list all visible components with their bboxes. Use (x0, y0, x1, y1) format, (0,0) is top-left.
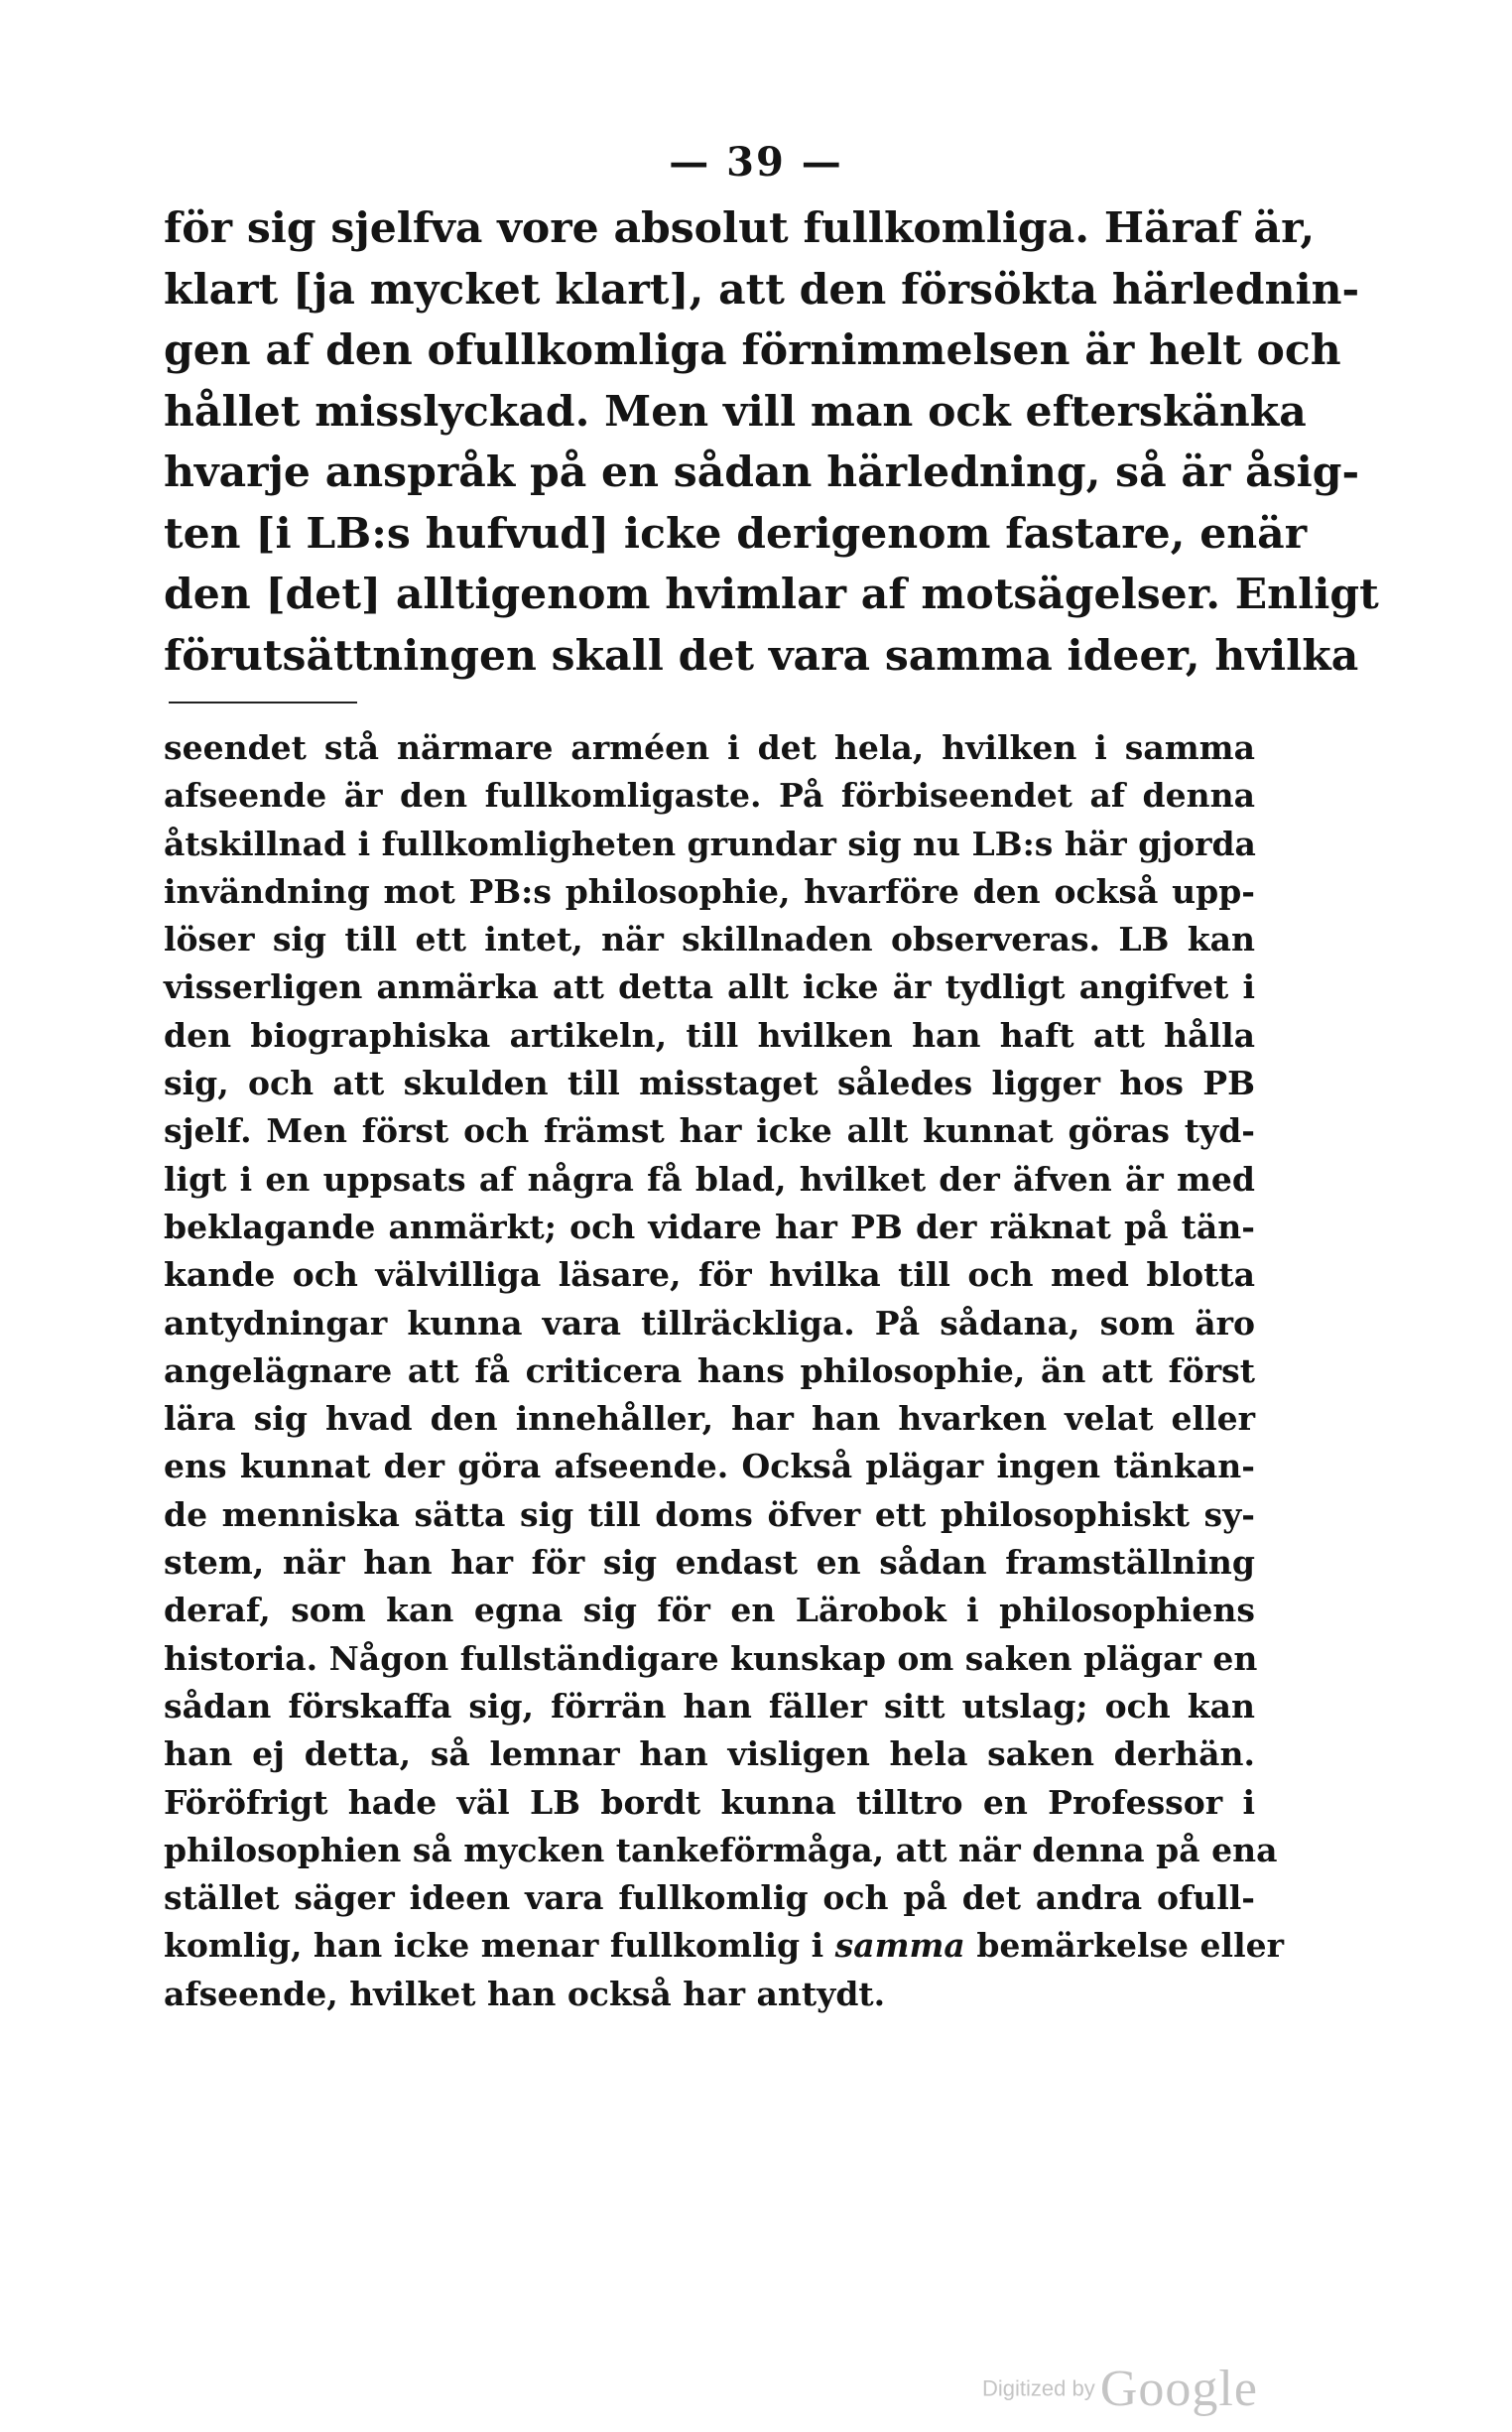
footnote-line: åtskillnad i fullkomligheten grundar sig nu LB:s här gjorda (164, 824, 1256, 863)
footnote-line: kande och välvilliga läsare, för hvilka till och med blotta (164, 1255, 1255, 1295)
footnote-line: deraf, som kan egna sig för en Lärobok i philosophiens (164, 1591, 1255, 1630)
footnote-line: angelägnare att få criticera hans philosophie, än att först (164, 1350, 1255, 1390)
footnote-text-segment: komlig, han icke menar fullkomlig i (164, 1926, 835, 1966)
footnote-final-line: afseende, hvilket han också har antydt. (164, 1974, 886, 2013)
main-text-line: hållet misslyckad. Men vill man ock efterskänka (164, 386, 1307, 437)
footnote-line: antydningar kunna vara tillräckliga. På sådana, som äro (164, 1303, 1255, 1343)
footnote-line: historia. Någon fullständigare kunskap om saken plägar en (164, 1638, 1258, 1678)
main-text-line: hvarje anspråk på en sådan härledning, så är åsig- (164, 448, 1360, 497)
google-logo-text: Google (1099, 2361, 1258, 2417)
footnote-line-with-italic (164, 1922, 1284, 1970)
footnote-line: sådan förskaffa sig, förrän han fäller sitt utslag; och kan (164, 1686, 1255, 1726)
main-text-line: ten [i LB:s hufvud] icke derigenom fastare, enär (164, 508, 1308, 559)
footnote-line: philosophien så mycken tankeförmåga, att när denna på ena (164, 1830, 1278, 1869)
page-number: — 39 — (669, 139, 843, 186)
main-text-line: förutsättningen skall det vara samma ideer, hvilka (164, 630, 1359, 681)
watermark-prefix: Digitized by (982, 2375, 1095, 2401)
main-text-line: den [det] alltigenom hvimlar af motsägelser. Enligt (164, 570, 1379, 619)
footnote-line: den biographiska artikeln, till hvilken han haft att hålla (164, 1015, 1255, 1055)
main-text-line: gen af den ofullkomliga förnimmelsen är helt och (164, 325, 1341, 375)
footnote-line: ens kunnat der göra afseende. Också plägar ingen tänkan- (164, 1447, 1255, 1486)
footnote-text-segment: bemärkelse eller (964, 1926, 1284, 1966)
footnote-line: sig, och att skulden till misstaget således ligger hos PB (164, 1064, 1255, 1103)
footnote-line: invändning mot PB:s philosophie, hvarföre den också upp- (164, 871, 1255, 911)
footnote-separator-rule (169, 702, 357, 704)
footnote-line: seendet stå närmare arméen i det hela, hvilken i samma (164, 728, 1255, 767)
footnote-line: beklagande anmärkt; och vidare har PB der räknat på tän- (164, 1207, 1255, 1246)
main-text (164, 198, 1379, 687)
footnote-line: visserligen anmärka att detta allt icke är tydligt angifvet i (164, 967, 1255, 1007)
footnote-line: stem, när han har för sig endast en sådan framställning (164, 1543, 1255, 1583)
footnote-italic-word: samma (834, 1926, 965, 1966)
footnote-line: lära sig hvad den innehåller, har han hvarken velat eller (164, 1399, 1255, 1439)
footnote-text (164, 724, 1284, 2018)
footnote-line: sjelf. Men först och främst har icke allt kunnat göras tyd- (164, 1111, 1255, 1151)
footnote-line: han ej detta, så lemnar han visligen hela saken derhän. (164, 1734, 1255, 1774)
footnote-line: Föröfrigt hade väl LB bordt kunna tilltro en Professor i (164, 1782, 1255, 1822)
footnote-line: afseende är den fullkomligaste. På förbiseendet af denna (164, 776, 1255, 816)
footnote-line: stället säger ideen vara fullkomlig och på det andra ofull- (164, 1878, 1255, 1918)
footnote-line: de menniska sätta sig till doms öfver ett philosophiskt sy- (164, 1494, 1255, 1534)
footnote-line: ligt i en uppsats af några få blad, hvilket der äfven är med (164, 1159, 1255, 1199)
main-text-line: klart [ja mycket klart], att den försökta härlednin- (164, 264, 1360, 315)
main-text-line: för sig sjelfva vore absolut fullkomliga. Häraf är, (164, 203, 1316, 253)
digitized-by-google-watermark (982, 2360, 1258, 2418)
footnote-line: löser sig till ett intet, när skillnaden observeras. LB kan (164, 920, 1255, 960)
